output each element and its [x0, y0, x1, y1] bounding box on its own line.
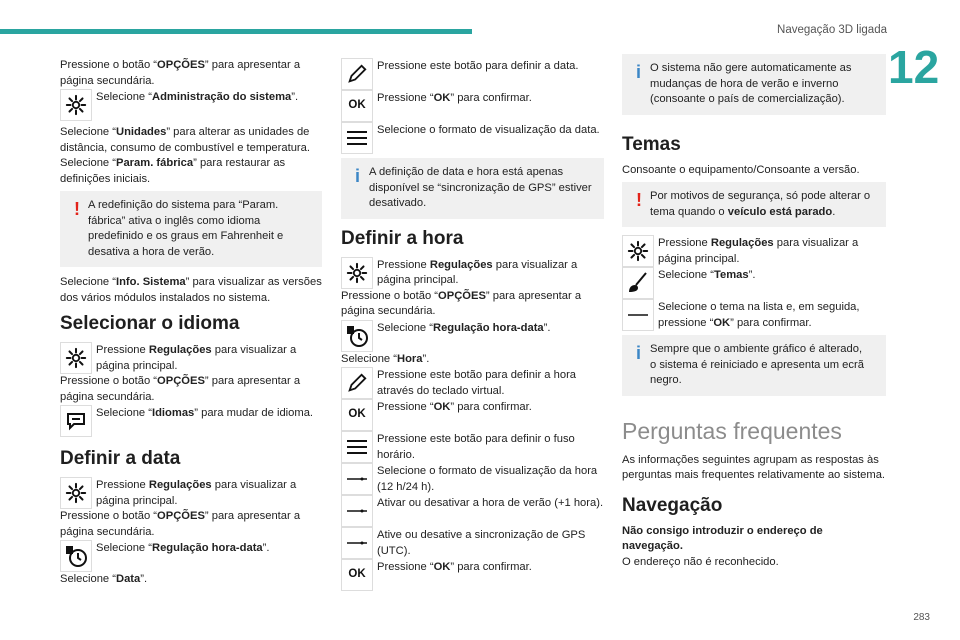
instruction-row: Ativar ou desativar a hora de verão (+1 hora).: [341, 495, 604, 527]
instruction-row: OK Pressione “OK” para confirmar.: [341, 90, 604, 122]
section-heading: Navegação: [622, 494, 723, 516]
instruction-row: Pressione Regulações para visualizar a página principal.: [341, 257, 604, 289]
paragraph: Selecione “Unidades” para alterar as unidades de distância, consumo de combustível e temperatura.: [60, 126, 310, 154]
clock-icon: [341, 320, 373, 352]
paragraph: Selecione “Info. Sistema” para visualizar as versões dos vários módulos instalados no sistema.: [60, 276, 322, 304]
info-note: i A definição de data e hora está apenas disponível se “sincronização de GPS” estiver desativado.: [341, 158, 604, 219]
instruction-row: Selecione o formato de visualização da data.: [341, 122, 604, 154]
list-icon: [622, 299, 654, 331]
instruction-row: Selecione “Idiomas” para mudar de idioma.: [60, 405, 322, 437]
gear-icon: [60, 477, 92, 509]
ok-icon: OK: [341, 559, 373, 591]
instruction-row: Ative ou desative a sincronização de GPS (UTC).: [341, 527, 604, 559]
toggle-icon: [341, 463, 373, 495]
column-2: [341, 58, 604, 591]
paint-brush-icon: [622, 267, 654, 299]
faq-question: Não consigo introduzir o endereço de navegação.: [622, 524, 823, 552]
instruction-row: OK Pressione “OK” para confirmar.: [341, 399, 604, 431]
info-note: i O sistema não gere automaticamente as mudanças de hora de verão e inverno (consoante o país de comercialização).: [622, 54, 886, 115]
toggle-icon: [341, 495, 373, 527]
instruction-row: Pressione este botão para definir o fuso horário.: [341, 431, 604, 463]
paragraph: Consoante o equipamento/Consoante a versão.: [622, 163, 860, 176]
paragraph: Pressione o botão “OPÇÕES” para apresentar a página secundária.: [60, 59, 301, 87]
warning-note: ! A redefinição do sistema para “Param. fábrica” ativa o inglês como idioma predefinido e os graus em Fahrenheit e desativa a hora de verão.: [60, 191, 322, 267]
toggle-icon: [341, 527, 373, 559]
list-icon: [341, 431, 373, 463]
paragraph: Pressione o botão “OPÇÕES” para apresentar a página secundária.: [60, 510, 301, 538]
paragraph: Pressione o botão “OPÇÕES” para apresentar a página secundária.: [60, 375, 301, 403]
section-heading: Definir a data: [60, 448, 181, 469]
paragraph: As informações seguintes agrupam as respostas às perguntas mais frequentes relativamente ao sistema.: [622, 453, 886, 481]
gear-icon: [60, 342, 92, 374]
instruction-row: Selecione “Temas”.: [622, 267, 886, 299]
section-heading: Selecionar o idioma: [60, 313, 240, 334]
instruction-row: Selecione o formato de visualização da hora (12 h/24 h).: [341, 463, 604, 495]
instruction-row: Selecione “Regulação hora-data”.: [60, 540, 322, 572]
instruction-row: Pressione Regulações para visualizar a página principal.: [60, 477, 322, 509]
pencil-icon: [341, 58, 373, 90]
language-icon: [60, 405, 92, 437]
gear-icon: [622, 235, 654, 267]
warning-icon: !: [74, 199, 80, 219]
instruction-row: Pressione Regulações para visualizar a página principal.: [60, 342, 322, 374]
section-heading: Definir a hora: [341, 227, 464, 249]
paragraph: Selecione “Param. fábrica” para restaurar as definições iniciais.: [60, 157, 286, 185]
warning-note: ! Por motivos de segurança, só pode alterar o tema quando o veículo está parado.: [622, 182, 886, 227]
paragraph: Selecione “Hora”.: [341, 352, 430, 365]
header-accent-bar: [0, 29, 472, 34]
instruction-row: Selecione o tema na lista e, em seguida, pressione “OK” para confirmar.: [622, 299, 886, 331]
instruction-row: Selecione “Regulação hora-data”.: [341, 320, 604, 352]
instruction-row: Selecione “Administração do sistema”.: [60, 89, 322, 121]
warning-icon: !: [636, 190, 642, 210]
info-note: i Sempre que o ambiente gráfico é alterado, o sistema é reiniciado e apresenta um ecrã negro.: [622, 335, 886, 396]
clock-icon: [60, 540, 92, 572]
instruction-row: OK Pressione “OK” para confirmar.: [341, 559, 604, 591]
running-header: Navegação 3D ligada: [777, 24, 887, 36]
info-icon: i: [636, 62, 642, 82]
gear-icon: [341, 257, 373, 289]
page-number: 283: [913, 612, 930, 623]
column-1: [60, 58, 322, 588]
section-title: Perguntas frequentes: [622, 417, 842, 444]
column-3: [622, 58, 886, 570]
paragraph: Pressione o botão “OPÇÕES” para apresentar a página secundária.: [341, 289, 582, 317]
chapter-number: 12: [888, 41, 940, 93]
instruction-row: Pressione Regulações para visualizar a página principal.: [622, 235, 886, 267]
instruction-row: Pressione este botão para definir a hora através do teclado virtual.: [341, 367, 604, 399]
info-icon: i: [636, 343, 642, 363]
instruction-row: Pressione este botão para definir a data.: [341, 58, 604, 90]
list-icon: [341, 122, 373, 154]
faq-answer: O endereço não é reconhecido.: [622, 555, 779, 568]
ok-icon: OK: [341, 399, 373, 431]
section-heading: Temas: [622, 133, 681, 155]
info-icon: i: [355, 166, 361, 186]
ok-icon: OK: [341, 90, 373, 122]
paragraph: Selecione “Data”.: [60, 573, 148, 585]
gear-icon: [60, 89, 92, 121]
pencil-icon: [341, 367, 373, 399]
